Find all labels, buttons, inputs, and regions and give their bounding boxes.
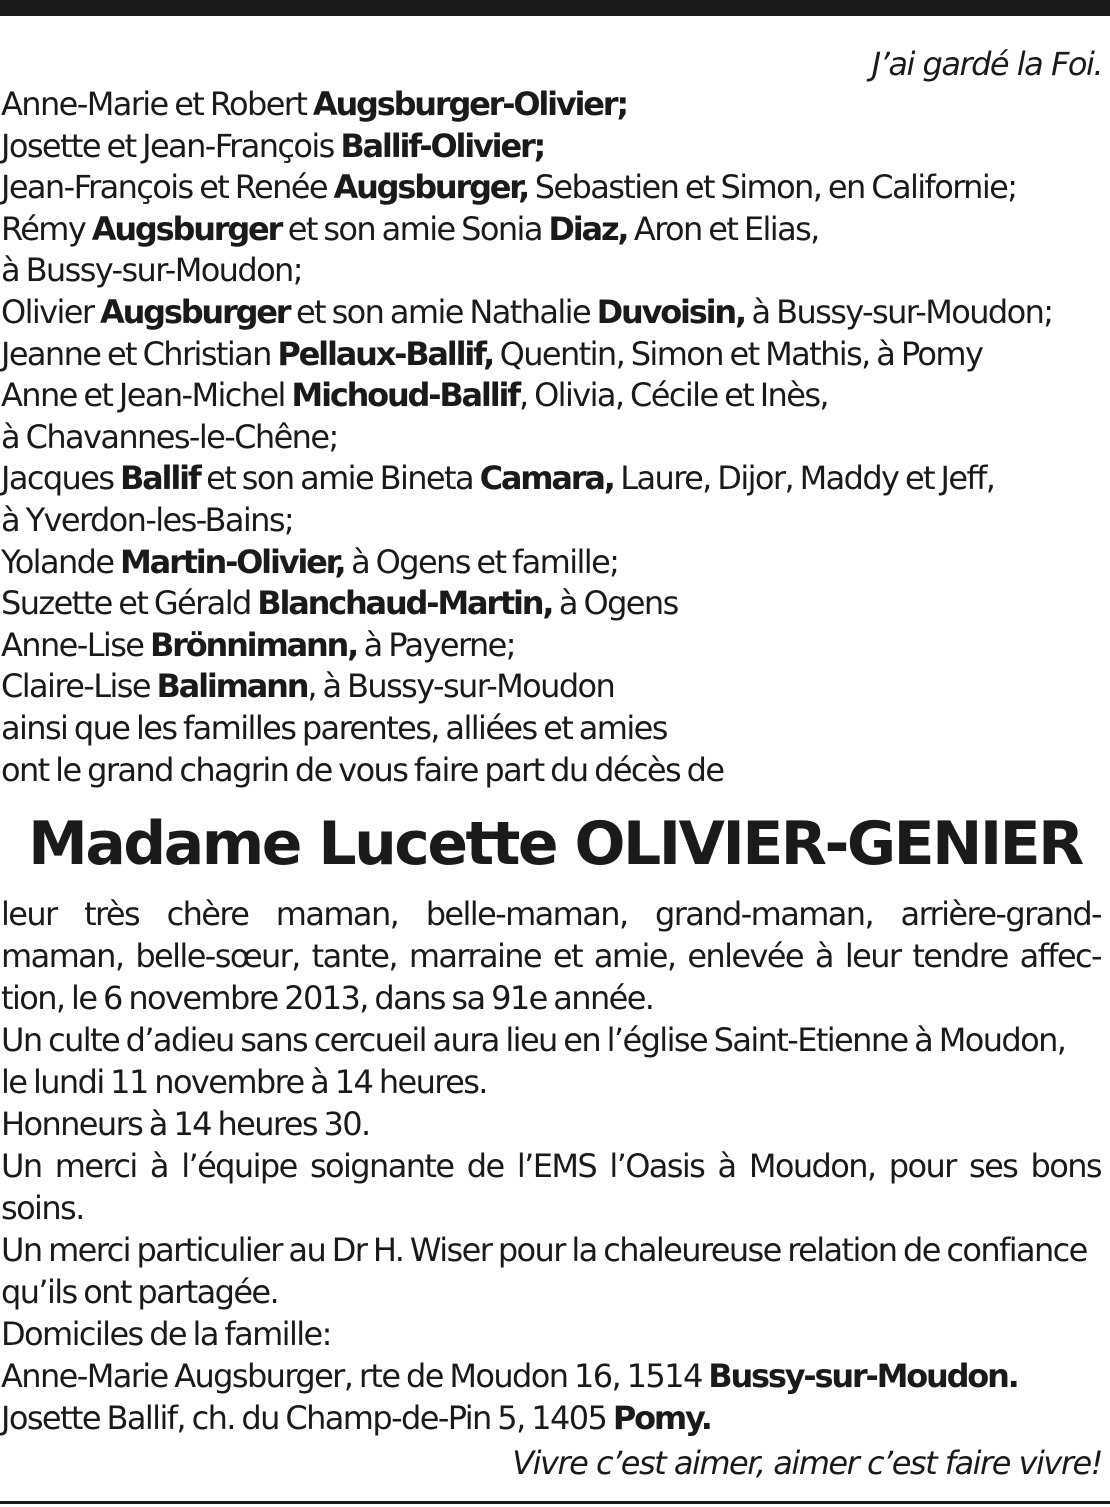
- family-line: [1, 666, 1106, 708]
- epigraph: J’ai gardé la Foi.: [871, 45, 1102, 83]
- details-text-segment: Un merci à l’équipe soignante de l’EMS l’Oasis à Moudon, pour ses bons: [1, 1147, 1101, 1185]
- details-text-segment: le lundi 11 novembre à 14 heures.: [1, 1063, 487, 1101]
- family-text: à Chavannes-le-Chêne;: [1, 417, 338, 456]
- closing-quote: Vivre c’est aimer, aimer c’est faire vivre!: [512, 1444, 1102, 1482]
- family-text: ont le grand chagrin de vous faire part du décès de: [1, 750, 724, 789]
- family-text: Suzette et Gérald: [1, 584, 258, 623]
- family-surname: Blanchaud-Martin,: [257, 584, 553, 623]
- family-surname: Augsburger,: [333, 168, 529, 207]
- family-line: [1, 209, 1106, 251]
- family-text: à Ogens: [552, 584, 678, 623]
- family-text: ainsi que les familles parentes, alliées et amies: [1, 708, 667, 747]
- family-line: [1, 167, 1106, 209]
- family-list: [1, 84, 1106, 791]
- details-line: [1, 893, 1101, 935]
- family-text: Sebastien et Simon, en Californie;: [528, 168, 1017, 207]
- family-text: Aron et Elias,: [627, 209, 819, 248]
- details-text-segment: tion, le 6 novembre 2013, dans sa 91e année.: [1, 979, 654, 1017]
- family-line: [1, 250, 1106, 292]
- family-text: Rémy: [1, 209, 92, 248]
- family-line: [1, 708, 1106, 750]
- details-line: [1, 1229, 1101, 1271]
- details-line: [1, 1019, 1101, 1061]
- family-text: , Olivia, Cécile et Inès,: [518, 376, 828, 415]
- details-line: [1, 1187, 1101, 1229]
- family-text: , à Bussy-sur-Moudon: [307, 667, 615, 706]
- family-surname: Augsburger-Olivier;: [312, 85, 627, 123]
- family-surname: Diaz,: [548, 209, 628, 248]
- family-line: [1, 334, 1106, 376]
- family-surname: Balimann: [156, 667, 308, 706]
- family-line: [1, 126, 1106, 168]
- family-text: Laure, Dijor, Maddy et Jeff,: [613, 459, 995, 498]
- family-line: [1, 292, 1106, 334]
- family-text: Anne-Lise: [1, 625, 150, 664]
- family-line: [1, 583, 1106, 625]
- details-line: [1, 1061, 1101, 1103]
- details-text-segment: Honneurs à 14 heures 30.: [1, 1105, 370, 1143]
- details-line: [1, 935, 1101, 977]
- details-text-segment: leur très chère maman, belle-maman, grand-maman, arrière-grand-: [1, 895, 1101, 933]
- details-line: [1, 1355, 1101, 1397]
- family-line: [1, 500, 1106, 542]
- family-text: Jeanne et Christian: [1, 334, 278, 373]
- deceased-name: Madame Lucette OLIVIER-GENIER: [28, 809, 1082, 879]
- family-surname: Camara,: [479, 459, 614, 498]
- details-text-segment: Josette Ballif, ch. du Champ-de-Pin 5, 1405: [1, 1399, 613, 1437]
- family-surname: Duvoisin,: [596, 292, 745, 331]
- family-text: à Yverdon-les-Bains;: [1, 500, 294, 539]
- family-text: et son amie Sonia: [281, 209, 549, 248]
- family-text: à Ogens et famille;: [344, 542, 619, 581]
- details-line: [1, 1313, 1101, 1355]
- family-text: Jean-François et Renée: [1, 168, 334, 207]
- family-surname: Ballif: [119, 459, 200, 498]
- details-text-segment: maman, belle-sœur, tante, marraine et amie, enlevée à leur tendre affec-: [1, 937, 1101, 975]
- family-text: à Bussy-sur-Moudon;: [1, 251, 302, 290]
- family-text: à Bussy-sur-Moudon;: [744, 292, 1053, 331]
- family-text: Yolande: [1, 542, 121, 581]
- details-line: [1, 1145, 1101, 1187]
- details-line: [1, 1397, 1101, 1439]
- bottom-rule: [0, 1501, 1110, 1504]
- address-locality: Bussy-sur-Moudon.: [708, 1357, 1018, 1395]
- family-text: et son amie Bineta: [199, 459, 480, 498]
- details-text-segment: Domiciles de la famille:: [1, 1315, 331, 1353]
- details-text-segment: Anne-Marie Augsburger, rte de Moudon 16, 1514: [1, 1357, 709, 1395]
- family-line: [1, 458, 1106, 500]
- family-line: [1, 417, 1106, 459]
- family-line: [1, 375, 1106, 417]
- family-surname: Pellaux-Ballif,: [277, 334, 494, 373]
- top-rule: [0, 0, 1110, 16]
- family-line: [1, 750, 1106, 792]
- details-text-segment: qu’ils ont partagée.: [1, 1273, 279, 1311]
- family-line: [1, 542, 1106, 584]
- details-line: [1, 977, 1101, 1019]
- family-line: [1, 625, 1106, 667]
- details-text-segment: soins.: [1, 1189, 84, 1227]
- family-text: Quentin, Simon et Mathis, à Pomy: [493, 334, 983, 373]
- family-surname: Augsburger: [100, 292, 290, 331]
- details-text-segment: Un merci particulier au Dr H. Wiser pour la chaleureuse relation de confiance: [1, 1231, 1087, 1269]
- family-surname: Michoud-Ballif: [291, 376, 519, 415]
- family-text: et son amie Nathalie: [289, 292, 597, 331]
- family-surname: Brönnimann,: [149, 625, 358, 664]
- family-text: Claire-Lise: [1, 667, 157, 706]
- family-text: Anne et Jean-Michel: [1, 376, 292, 415]
- family-text: Josette et Jean-François: [1, 126, 341, 165]
- family-line: [1, 84, 1106, 126]
- family-surname: Augsburger: [91, 209, 282, 248]
- family-text: à Payerne;: [357, 625, 515, 664]
- details-text: [1, 893, 1101, 1439]
- family-surname: Ballif-Olivier;: [340, 126, 545, 165]
- family-surname: Martin-Olivier,: [120, 542, 345, 581]
- family-text: Anne-Marie et Robert: [1, 85, 313, 123]
- address-locality: Pomy.: [612, 1399, 711, 1437]
- details-text-segment: Un culte d’adieu sans cercueil aura lieu en l’église Saint-Etienne à Moudon,: [1, 1021, 1066, 1059]
- family-text: Olivier: [1, 292, 101, 331]
- details-line: [1, 1103, 1101, 1145]
- details-line: [1, 1271, 1101, 1313]
- family-text: Jacques: [1, 459, 120, 498]
